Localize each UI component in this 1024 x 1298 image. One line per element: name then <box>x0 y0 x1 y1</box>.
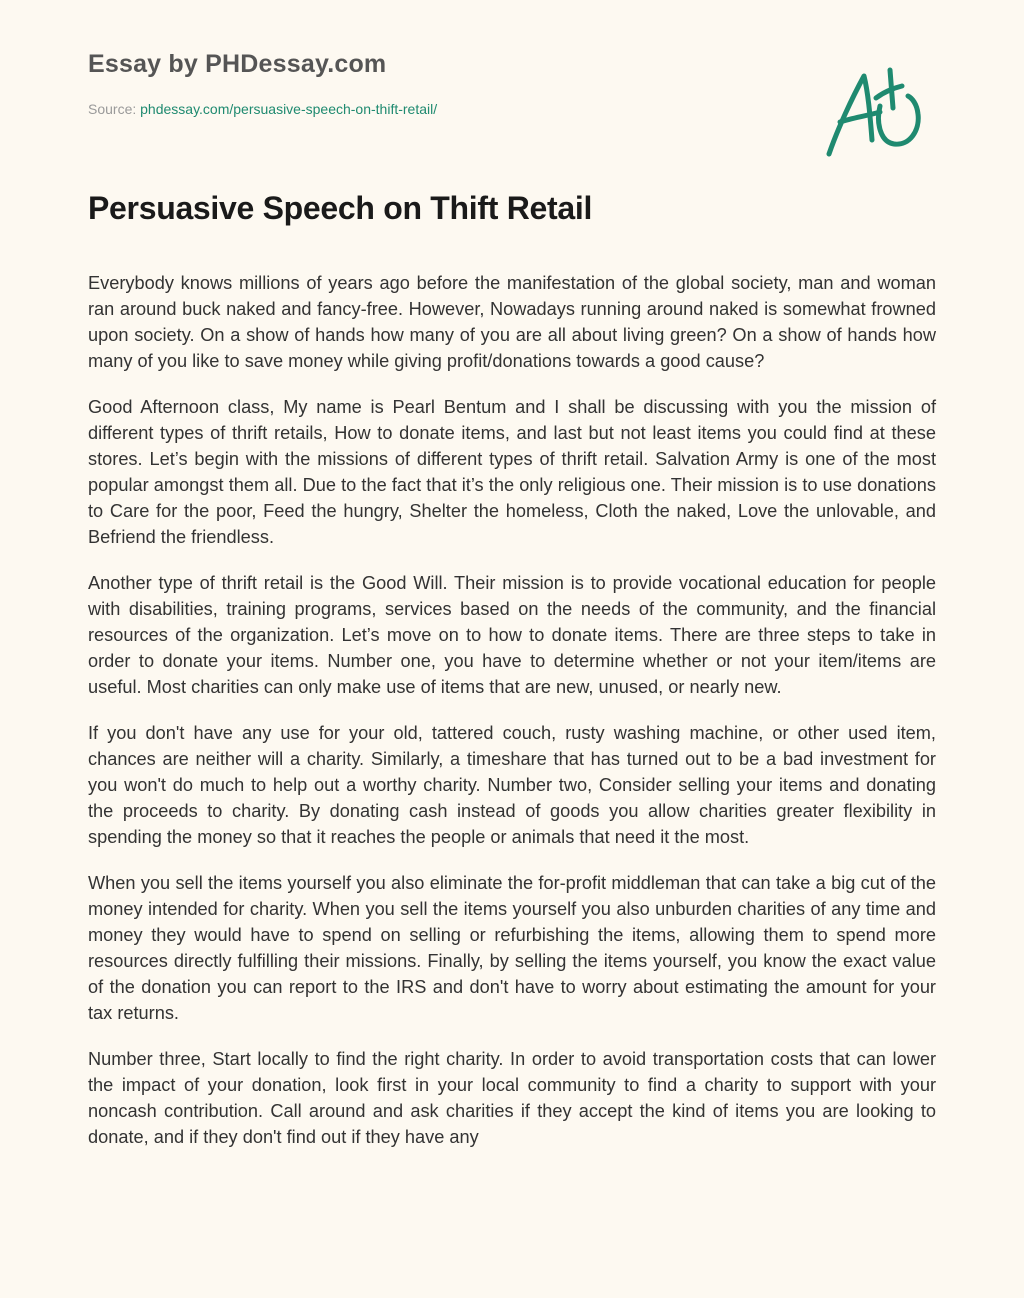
essay-paragraph: Good Afternoon class, My name is Pearl Bentum and I shall be discussing with you the mission of different types of thrift retails, How to donate items, and last but not least items you could find at these stores. Let’s begin with the missions of different types of thrift retail. Salvation Army is one of the most popular amongst them all. Due to the fact that it’s the only religious one. Their mission is to use donations to Care for the poor, Feed the hungry, Shelter the homeless, Cloth the naked, Love the unlovable, and Befriend the friendless. <box>88 397 936 547</box>
source-label: Source: <box>88 101 141 117</box>
a-plus-grade-icon <box>818 62 934 162</box>
essay-paragraph: Number three, Start locally to find the right charity. In order to avoid transportation costs that can lower the impact of your donation, look first in your local community to find a charity to support with your noncash contribution. Call around and ask charities if they accept the kind of items you are looking to donate, and if they don't find out if they have any <box>88 1049 936 1147</box>
essay-paragraph: Another type of thrift retail is the Good Will. Their mission is to provide vocational education for people with disabilities, training programs, services based on the needs of the community, and the financial resources of the organization. Let’s move on to how to donate items. There are three steps to take in order to donate your items. Number one, you have to determine whether or not your item/items are useful. Most charities can only make use of items that are new, unused, or nearly new. <box>88 573 936 697</box>
source-line <box>88 101 437 117</box>
essay-paragraph: If you don't have any use for your old, tattered couch, rusty washing machine, or other used item, chances are neither will a charity. Similarly, a timeshare that has turned out to be a bad investment for you won't do much to help out a worthy charity. Number two, Consider selling your items and donating the proceeds to charity. By donating cash instead of goods you allow charities greater flexibility in spending the money so that it reaches the people or animals that need it the most. <box>88 723 936 847</box>
site-brand[interactable]: Essay by PHDessay.com <box>88 50 387 78</box>
essay-paragraph: When you sell the items yourself you also eliminate the for-profit middleman that can take a big cut of the money intended for charity. When you sell the items yourself you also unburden charities of any time and money they would have to spend on selling or refurbishing the items, allowing them to spend more resources directly fulfilling their missions. Finally, by selling the items yourself, you know the exact value of the donation you can report to the IRS and don't have to worry about estimating the amount for your tax returns. <box>88 873 936 1023</box>
essay-title: Persuasive Speech on Thift Retail <box>88 190 593 226</box>
source-link[interactable]: phdessay.com/persuasive-speech-on-thift-retail/ <box>140 101 438 117</box>
essay-paragraph: Everybody knows millions of years ago before the manifestation of the global society, man and woman ran around buck naked and fancy-free. However, Nowadays running around naked is somewhat frowned upon society. On a show of hands how many of you are all about living green? On a show of hands how many of you like to save money while giving profit/donations towards a good cause? <box>88 273 936 371</box>
essay-body <box>88 270 936 1170</box>
